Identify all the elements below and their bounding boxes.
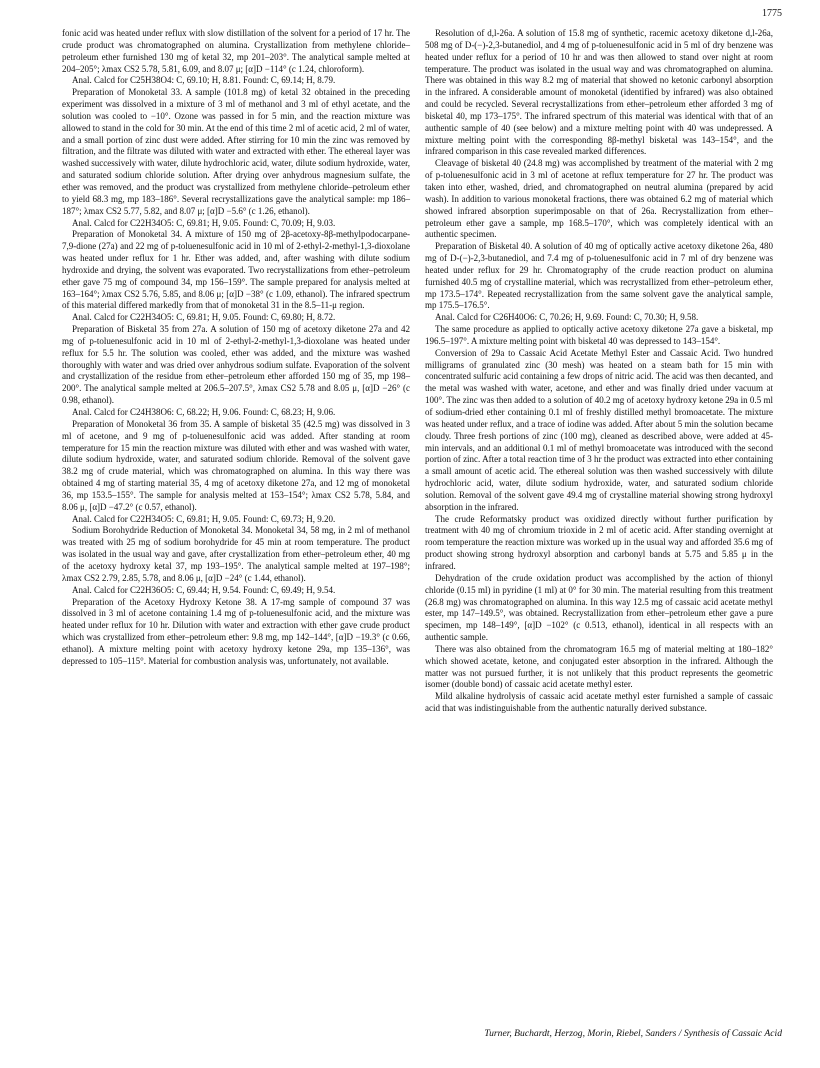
paragraph: There was also obtained from the chromatogram 16.5 mg of material melting at 180–182° which showed acetate, ketone, and conjugated ester absorption in the infrared. Although the matter was not pursued further, it is not unlikely that this product represents the geometric isomer (double bond) of cassaic acid acetate methyl ester. xyxy=(425,643,773,690)
paragraph: Mild alkaline hydrolysis of cassaic acid acetate methyl ester furnished a sample of cassaic acid that was indistinguishable from the authentic naturally derived substance. xyxy=(425,691,773,714)
paragraph: fonic acid was heated under reflux with slow distillation of the solvent for a period of 17 hr. The crude product was chromatographed on alumina. Crystallization from methylene chloride–petroleum ether furnished 130 mg of ketal 32, mp 201–203°. The analytical sample melted at 204–205°; λmax CS2 5.78, 5.81, 6.09, and 8.07 μ; [α]D −114° (c 1.24, chloroform). xyxy=(62,28,410,74)
running-footer: Turner, Buchardt, Herzog, Morin, Riebel, Sanders / Synthesis of Cassaic Acid xyxy=(484,1028,782,1039)
paragraph: Preparation of Bisketal 35 from 27a. A solution of 150 mg of acetoxy diketone 27a and 42 mg of p-toluenesulfonic acid in 10 ml of 2-ethyl-2-methyl-1,3-dioxolane was heated under reflux for 5.5 hr. The solution was cooled, ether was added, and the mixture was washed thoroughly with water and was dried over anhydrous sodium sulfate. Evaporation of the solvent and crystallization of the residue from ether–petroleum ether afforded 150 mg of 35, mp 198–200°. The analytical sample melted at 206.5–207.5°, λmax CS2 5.78 and 8.05 μ, [α]D −26° (c 0.98, ethanol). xyxy=(62,324,410,406)
paragraph: Conversion of 29a to Cassaic Acid Acetate Methyl Ester and Cassaic Acid. Two hundred milligrams of granulated zinc (30 mesh) was heated on a steam bath for 15 min with concentrated sulfuric acid containing a few drops of nitric acid. The acid was then decanted, and the metal was washed with water, acetone, and ether and was finally dried under vacuum at 100°. The zinc was then added to a solution of 40.2 mg of acetoxy hydroxy ketone 29a in 0.5 ml of sodium-dried ether containing 0.1 ml of freshly distilled methyl bromoacetate. The mixture was heated under reflux, and a trace of iodine was added. After about 5 min the solution became cloudy. Three fresh portions of zinc (100 mg), cleaned as described above, were added at 45-min intervals, and an additional 0.1 ml of methyl bromoacetate was introduced with the second portion of zinc. After a total reaction time of 3 hr the product was extracted into ether containing a small amount of acetic acid. The ethereal solution was then washed successively with dilute hydrochloric acid, water, dilute sodium hydroxide, water, and saturated sodium chloride solution. Removal of the solvent gave 49.4 mg of crystalline material showing strong hydroxyl absorption in the infrared. xyxy=(425,347,773,512)
paragraph: Cleavage of bisketal 40 (24.8 mg) was accomplished by treatment of the material with 2 mg of p-toluenesulfonic acid in 3 ml of acetone at reflux temperature for 27 hr. The product was taken into ether, washed, dried, and chromatographed on neutral alumina (prepared by acid wash). In addition to various monoketal fractions, there was obtained 6.2 mg of material which showed infrared absorption superimposable on that of 26a. Recrystallization from ether–petroleum ether gave a sample, mp 168.5–170°, which was completely identical with an authentic specimen. xyxy=(425,158,773,240)
paragraph: The same procedure as applied to optically active acetoxy diketone 27a gave a bisketal, mp 196.5–197°. A mixture melting point with bisketal 40 was depressed to 143–154°. xyxy=(425,324,773,346)
paragraph: Anal. Calcd for C25H38O4: C, 69.10; H, 8.81. Found: C, 69.14; H, 8.79. xyxy=(72,75,336,86)
left-column xyxy=(62,28,410,668)
paragraph: Sodium Borohydride Reduction of Monoketal 34. Monoketal 34, 58 mg, in 2 ml of methanol was treated with 25 mg of sodium borohydride for 45 min at room temperature. The product was isolated in the usual way and gave, after crystallization from ether–petroleum ether, 40 mg of the acetoxy hydroxy ketal 37, mp 193–195°. The analytical sample melted at 197–198°; λmax CS2 2.79, 2.85, 5.78, and 8.06 μ, [α]D −24° (c 1.44, ethanol). xyxy=(62,525,410,583)
paragraph: Anal. Calcd for C22H36O5: C, 69.44; H, 9.54. Found: C, 69.49; H, 9.54. xyxy=(72,584,336,595)
paragraph: Resolution of d,l-26a. A solution of 15.8 mg of synthetic, racemic acetoxy diketone d,l-26a, 508 mg of D-(−)-2,3-butanediol, and 4 mg of p-toluenesulfonic acid in 5 ml of dry benzene was heated under reflux for a period of 10 hr and was then allowed to stand over night at room temperature. The product was isolated in the usual way and was chromatographed on alumina. There was obtained in this way 8.2 mg of material that showed no ketonic carbonyl absorption in the infrared. A considerable amount of monoketal (identified by infrared) was also obtained and could be recycled. Several recrystallizations from ether–petroleum ether afforded 3 mg of bisketal 40, mp 173–175°. The infrared spectrum of this material was identical with that of an authentic sample of 40 (see below) and a mixture melting point with 40 was undepressed. A mixture melting point with the corresponding 8β-methyl bisketal was 143–154°, and the infrared comparison in this case revealed marked differences. xyxy=(425,28,773,157)
paragraph: Preparation of Bisketal 40. A solution of 40 mg of optically active acetoxy diketone 26a, 480 mg of D-(−)-2,3-butanediol, and 7.4 mg of p-toluenesulfonic acid in 7 ml of dry benzene was heated under reflux for 29 hr. Chromatography of the crude reaction product on alumina furnished 40.5 mg of crystalline material, which was recrystallized from ether–petroleum ether, mp 173.5–174°. Repeated recrystallization from the same solvent gave the analytical sample, mp 175.5–176.5°. xyxy=(425,241,773,311)
paragraph: Dehydration of the crude oxidation product was accomplished by the action of thionyl chloride (0.15 ml) in pyridine (1 ml) at 0° for 30 min. The material resulting from this treatment (26.8 mg) was chromatographed on alumina. In this way 12.5 mg of cassaic acid acetate methyl ester, mp 147–149.5°, was obtained. Recrystallization from ether–petroleum ether gave a pure specimen, mp 148–149°, [α]D −102° (c 0.513, ethanol), identical in all respects with an authentic sample. xyxy=(425,572,773,643)
paragraph: Preparation of the Acetoxy Hydroxy Ketone 38. A 17-mg sample of compound 37 was dissolved in 3 ml of acetone containing 1.4 mg of p-toluenesulfonic acid, and the mixture was heated under reflux for 10 hr. Dilution with water and extraction with ether gave crude product which was crystallized from ether–petroleum ether: 9.8 mg, mp 142–144°, [α]D −19.3° (c 0.66, ethanol). A mixture melting point with acetoxy hydroxy ketone 29a, mp 135–136°, was depressed to 105–115°. Material for combustion analysis was, unfortunately, not available. xyxy=(62,596,410,666)
paragraph: Anal. Calcd for C22H34O5: C, 69.81; H, 9.05. Found: C, 69.80; H, 8.72. xyxy=(72,312,336,323)
right-column xyxy=(425,28,773,715)
page-number: 1775 xyxy=(762,8,782,19)
paragraph: Anal. Calcd for C24H38O6: C, 68.22; H, 9.06. Found: C, 68.23; H, 9.06. xyxy=(72,407,336,417)
paragraph: Anal. Calcd for C22H34O5: C, 69.81; H, 9.05. Found: C, 70.09; H, 9.03. xyxy=(72,217,336,228)
paragraph: Anal. Calcd for C22H34O5: C, 69.81; H, 9.05. Found: C, 69.73; H, 9.20. xyxy=(72,513,336,524)
paragraph: Anal. Calcd for C26H40O6: C, 70.26; H, 9.69. Found: C, 70.30; H, 9.58. xyxy=(435,312,699,323)
paragraph: Preparation of Monoketal 33. A sample (101.8 mg) of ketal 32 obtained in the preceding experiment was dissolved in a mixture of 3 ml of methanol and 3 ml of ethyl acetate, and the solution was cooled to −10°. Ozone was passed in for 5 min, and the reaction mixture was allowed to stand in the cold for 30 min. At the end of this time 2 ml of acetic acid, 2 ml of water, and a small portion of zinc dust were added. After stirring for 10 min the zinc was removed by filtration, and the filtrate was diluted with water and extracted with ether. The ethereal layer was washed successively with water, dilute hydrochloric acid, water, dilute sodium hydroxide, water, and saturated sodium chloride solution. After drying over anhydrous magnesium sulfate, the ether was removed, and the product was crystallized from methylene chloride–petroleum ether to yield 68.3 mg, mp 183–186°. Several recrystallizations gave the analytical sample: mp 186–187°; λmax CS2 5.77, 5.82, and 8.07 μ; [α]D −5.6° (c 1.26, ethanol). xyxy=(62,87,410,216)
paragraph: Preparation of Monoketal 36 from 35. A sample of bisketal 35 (42.5 mg) was dissolved in 3 ml of acetone, and 9 mg of p-toluenesulfonic acid was added. After standing at room temperature for 15 min the reaction mixture was diluted with ether and was washed with water, dilute sodium hydroxide, water, and saturated sodium chloride. Removal of the solvent gave 38.2 mg of crude material, which was chromatographed on alumina. In this way there was obtained 4 mg of starting material 35, 4 mg of acetoxy diketone 27a, and 12 mg of monoketal 36, mp 153.5–155°. The sample for analysis melted at 153–154°; λmax CS2 5.78, 5.84, and 8.06 μ, [α]D −47.2° (c 0.57, ethanol). xyxy=(62,418,410,512)
paragraph: The crude Reformatsky product was oxidized directly without further purification by treatment with 40 mg of chromium trioxide in 2 ml of acetic acid. After standing overnight at room temperature the reaction mixture was worked up in the usual way and afforded 35.6 mg of product showing strong hydroxyl absorption and carbonyl bands at 5.75 and 5.85 μ in the infrared. xyxy=(425,513,773,571)
paragraph: Preparation of Monoketal 34. A mixture of 150 mg of 2β-acetoxy-8β-methylpodocarpane-7,9-dione (27a) and 22 mg of p-toluenesulfonic acid in 10 ml of 2-ethyl-2-methyl-1,3-dioxolane was heated under reflux for 1 hr. Ether was added, and, after washing with dilute sodium hydroxide and drying, the solvent was evaporated. Two recrystallizations from ether–petroleum ether gave 75 mg of compound 34, mp 156–159°. The sample prepared for analysis melted at 163–164°; λmax CS2 5.76, 5.85, and 8.06 μ; [α]D −38° (c 1.09, ethanol). The infrared spectrum of this material differed markedly from that of monoketal 31 in the 8.5–11-μ region. xyxy=(62,229,410,311)
